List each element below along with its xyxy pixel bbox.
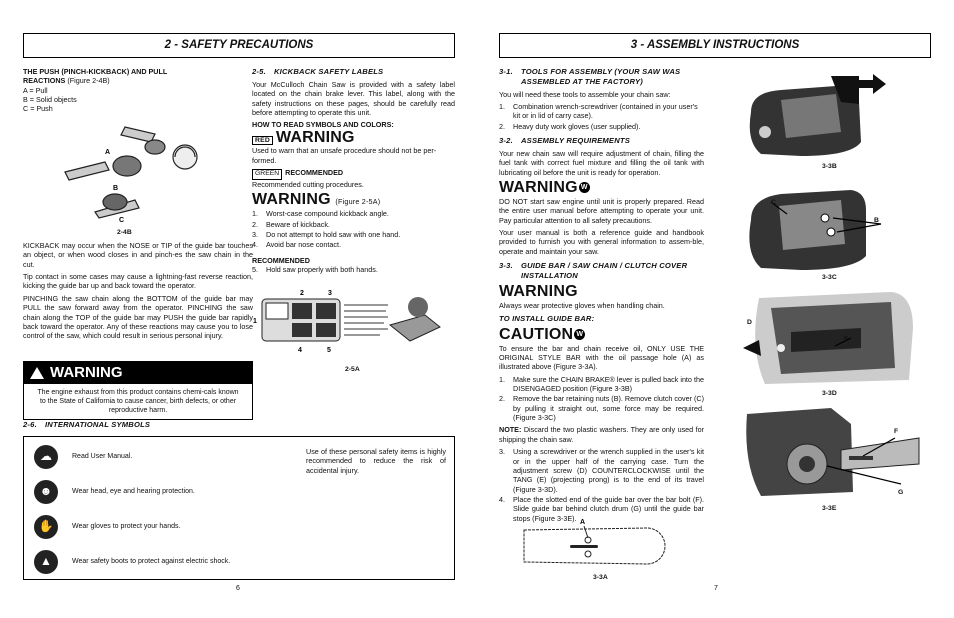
figure-caption: 3-3B bbox=[822, 163, 837, 170]
figure-caption: 3-3C bbox=[822, 274, 837, 281]
figure-caption: 3-3D bbox=[822, 390, 837, 397]
w-badge-icon: W bbox=[574, 329, 585, 340]
warning-bar bbox=[24, 362, 252, 384]
figure-3-3d bbox=[741, 288, 919, 386]
figure-2-5a bbox=[250, 285, 450, 357]
warning-paragraph: Your user manual is both a reference guide and handbook provided to furnish you with general information to assem-ble, operate and maintain your saw. bbox=[499, 227, 704, 256]
section-number: 2-6. bbox=[23, 420, 37, 429]
list-item: 2. Beware of kickback. bbox=[252, 219, 330, 229]
symbol-row bbox=[34, 480, 195, 504]
fig-number: 2 bbox=[300, 290, 304, 297]
warning-label: WARNING bbox=[499, 179, 578, 197]
push-heading-2: REACTIONS bbox=[23, 76, 66, 86]
note-label: NOTE: bbox=[499, 425, 522, 435]
push-heading: THE PUSH (PINCH-KICKBACK) AND PULL bbox=[23, 67, 168, 76]
warning-description: Always wear protective gloves when handling chain. bbox=[499, 300, 665, 310]
symbol-row bbox=[34, 550, 230, 574]
pinch-kickback-illustration bbox=[55, 122, 215, 222]
kickback-text bbox=[23, 241, 253, 344]
tools-list bbox=[499, 102, 704, 131]
warning-label: WARNING bbox=[499, 282, 578, 300]
symbol-row bbox=[34, 515, 180, 539]
symbols-note: Use of these personal safety items is highly recommended to reduce the risk of accidental injury. bbox=[306, 447, 446, 475]
section-title: GUIDE BAR / SAW CHAIN / CLUTCH COVER INSTALLATION bbox=[521, 261, 688, 280]
recommended-list bbox=[252, 265, 455, 274]
fig-label: A bbox=[105, 149, 111, 156]
list-item: 2. Heavy duty work gloves (user supplied). bbox=[499, 121, 641, 131]
recommended-heading: RECOMMENDED bbox=[252, 255, 310, 265]
list-item: 4. Place the slotted end of the guide bar over the bar bolt (F). Slide guide bar behind clutch drum (G) until the guide bar stops (Figure 3-3E). bbox=[499, 494, 704, 523]
assembly-text-column bbox=[499, 67, 704, 524]
list-item: 2. Remove the bar retaining nuts (B). Remove clutch cover (C) by pulling it straight out, some force may be required. (Figure 3-3C) bbox=[499, 394, 704, 423]
figure-2-4b bbox=[55, 122, 215, 222]
list-item: 3. Do not attempt to hold saw with one hand. bbox=[252, 229, 401, 239]
list-item: 1. Worst-case compound kickback angle. bbox=[252, 209, 389, 219]
fig-number: 1 bbox=[253, 318, 257, 325]
fig-label: F bbox=[894, 428, 899, 435]
section-title: KICKBACK SAFETY LABELS bbox=[274, 67, 384, 76]
warning-description: Used to warn that an unsafe procedure should not be per-formed. bbox=[252, 146, 437, 165]
list-item: 3. Using a screwdriver or the wrench supplied in the user's kit or in the upper half of the carrying case. Turn the adjustment screw (D) COUNTERCLOCKWISE until the TANG (E) (projecting prong) is to the end of its travel (Figure 3-3D). bbox=[499, 447, 704, 494]
figure-3-3b bbox=[741, 72, 891, 158]
push-pull-section bbox=[23, 67, 243, 114]
recommended-description: Recommended cutting procedures. bbox=[252, 180, 364, 189]
figure-3-3c bbox=[741, 180, 891, 272]
push-item: A = Pull bbox=[23, 85, 48, 95]
warning-label: WARNING bbox=[252, 191, 331, 209]
warning-figref: (Figure 2-5A) bbox=[335, 197, 381, 207]
fig-label: G bbox=[898, 489, 904, 496]
requirements-paragraph: Your new chain saw will require adjustment of chain, filling the fuel tank with correct fuel mixture and filling the oil tank with lubricating oil before the unit is ready for operation. bbox=[499, 149, 704, 177]
figure-3-3a bbox=[522, 516, 667, 568]
fig-label: D bbox=[747, 319, 752, 326]
fig-label: C bbox=[119, 217, 125, 222]
list-item: 5. Hold saw properly with both hands. bbox=[252, 264, 378, 274]
fig-label: A bbox=[580, 519, 586, 526]
section-title: INTERNATIONAL SYMBOLS bbox=[45, 420, 151, 429]
section-number: 3-1. bbox=[499, 67, 513, 76]
symbol-label: Wear safety boots to protect against electric shock. bbox=[72, 558, 231, 566]
symbol-label: Read User Manual. bbox=[72, 453, 133, 461]
fig-number: 5 bbox=[327, 347, 331, 354]
section-header-safety: 2 - SAFETY PRECAUTIONS bbox=[23, 33, 455, 58]
caution-paragraph: To ensure the bar and chain receive oil, ONLY USE THE ORIGINAL STYLE BAR with the oil passage hole (A) as illustrated above (Figure 3-3A). bbox=[499, 343, 704, 372]
list-item: 1. Make sure the CHAIN BRAKE® lever is pulled back into the DISENGAGED position (Figure 3-3B) bbox=[499, 374, 704, 394]
recommended-label: RECOMMENDED bbox=[285, 168, 344, 178]
figure-caption: 3-3E bbox=[822, 505, 837, 512]
read-manual-icon: ☁ bbox=[34, 445, 58, 469]
gloves-icon: ✋ bbox=[34, 515, 58, 539]
install-steps bbox=[499, 375, 704, 423]
figure-3-3e bbox=[741, 404, 921, 498]
section-title: TOOLS FOR ASSEMBLY (YOUR SAW WAS ASSEMBLED AT THE FACTORY) bbox=[521, 67, 681, 86]
section-number: 3-2. bbox=[499, 136, 513, 146]
figure-caption: 3-3A bbox=[593, 574, 608, 581]
warning-list bbox=[252, 209, 455, 249]
page-number: 7 bbox=[714, 585, 718, 592]
fig-label: B bbox=[874, 217, 879, 224]
california-warning-box bbox=[23, 361, 253, 420]
section-number: 3-3. bbox=[499, 261, 513, 271]
safety-boots-icon: ▲ bbox=[34, 550, 58, 574]
kickback-labels-section bbox=[252, 67, 455, 275]
list-item: 4. Avoid bar nose contact. bbox=[252, 240, 341, 250]
warning-paragraph: DO NOT start saw engine until unit is properly prepared. Read the entire user manual before attempting to operate your unit. Pay particular attention to all safety precautions. bbox=[499, 196, 704, 225]
w-badge-icon: W bbox=[579, 182, 590, 193]
kickback-labels-paragraph: Your McCulloch Chain Saw is provided with a safety label located on the chain brake lever. This label, along with the safety instructions on these pages, should be carefully read before attempting to operate this unit. bbox=[252, 79, 455, 117]
section-title: ASSEMBLY REQUIREMENTS bbox=[521, 136, 630, 146]
symbol-label: Wear head, eye and hearing protection. bbox=[72, 488, 195, 496]
section-header-assembly: 3 - ASSEMBLY INSTRUCTIONS bbox=[499, 33, 931, 58]
pinch-paragraph: PINCHING the saw chain along the BOTTOM of the guide bar may PULL the saw forward away from the operator. PINCHING the saw chain along the TOP of the guide bar may PUSH the guide bar rapidly back toward the operator. Any of these reactions may cause you to lose control of the saw, which could result in serious personal injury. bbox=[23, 293, 253, 341]
figure-caption: 2-4B bbox=[117, 229, 132, 236]
install-heading: TO INSTALL GUIDE BAR: bbox=[499, 313, 595, 323]
how-to-heading: HOW TO READ SYMBOLS AND COLORS: bbox=[252, 120, 394, 130]
symbol-row bbox=[34, 445, 132, 469]
fig-label: B bbox=[113, 185, 119, 192]
adjustment-screw-photo bbox=[741, 288, 919, 386]
chain-brake-photo bbox=[741, 72, 891, 158]
fig-number: 3 bbox=[328, 290, 332, 297]
list-item: 1. Combination wrench-screwdriver (contained in your user's kit or in lid of carry case). bbox=[499, 102, 698, 121]
page-number: 6 bbox=[236, 585, 240, 592]
push-item: C = Push bbox=[23, 104, 53, 114]
fig-label: C bbox=[771, 199, 776, 206]
tools-intro: You will need these tools to assemble your chain saw: bbox=[499, 89, 671, 99]
figure-caption: 2-5A bbox=[345, 366, 360, 373]
fig-label: E bbox=[844, 336, 849, 343]
red-tag: RED bbox=[252, 136, 273, 145]
fig-number: 4 bbox=[298, 347, 302, 354]
warning-triangle-icon bbox=[30, 367, 44, 379]
warning-label: WARNING bbox=[275, 128, 355, 146]
kickback-paragraph: KICKBACK may occur when the NOSE or TIP of the guide bar touches an object, or when wood closes in and pinch-es the saw chain in the cut. bbox=[23, 241, 253, 269]
caution-label: CAUTION bbox=[499, 325, 574, 343]
guide-bar-illustration bbox=[522, 516, 667, 568]
warning-title: WARNING bbox=[50, 364, 123, 381]
safety-label-illustration bbox=[250, 285, 450, 357]
clutch-cover-photo bbox=[741, 180, 891, 272]
install-steps-continued bbox=[499, 447, 704, 523]
note-text: Discard the two plastic washers. They are only used for shipping the chain saw. bbox=[499, 425, 705, 444]
symbol-label: Wear gloves to protect your hands. bbox=[72, 523, 181, 531]
warning-body: The engine exhaust from this product contains chemi-cals known to the State of California to cause cancer, birth defects, or other reproductive harm. bbox=[37, 388, 239, 414]
section-number: 2-5. bbox=[252, 67, 266, 76]
right-page bbox=[477, 0, 954, 618]
push-item: B = Solid objects bbox=[23, 95, 77, 105]
guide-bar-install-photo bbox=[741, 404, 921, 498]
international-symbols-box bbox=[23, 436, 455, 580]
tip-paragraph: Tip contact in some cases may cause a lightning-fast reverse reaction, kicking the guide bar up and back toward the operator. bbox=[23, 272, 253, 291]
push-figref: (Figure 2-4B) bbox=[67, 76, 110, 86]
green-tag: GREEN bbox=[252, 169, 282, 180]
head-eye-hearing-protection-icon: ☻ bbox=[34, 480, 58, 504]
